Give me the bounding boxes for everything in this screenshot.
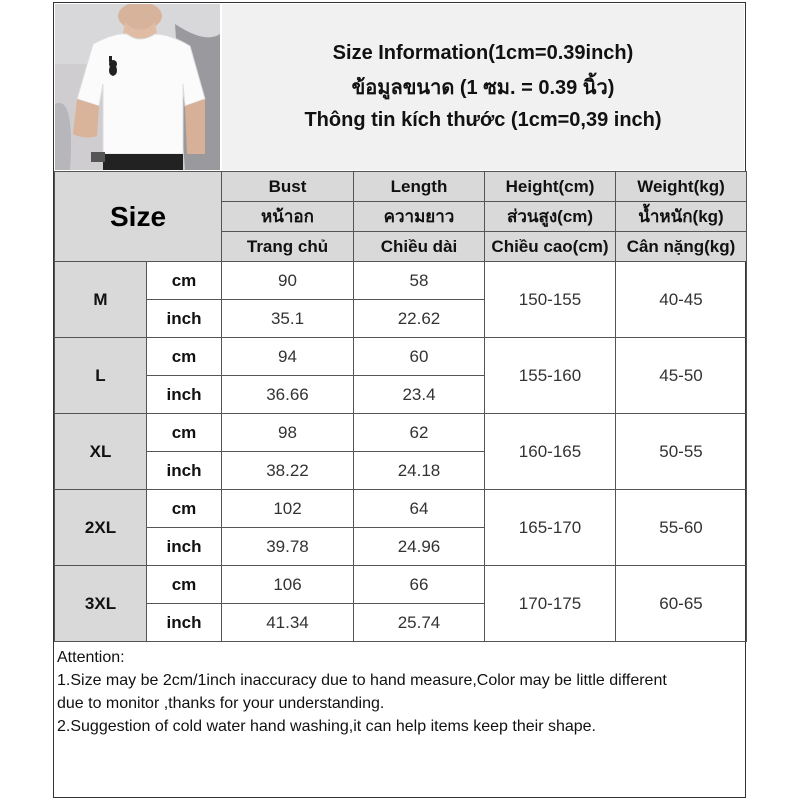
table-row bbox=[55, 490, 747, 528]
size-info-header bbox=[222, 4, 744, 170]
length-inch-value: 22.62 bbox=[354, 300, 485, 338]
length-cm-value: 64 bbox=[354, 490, 485, 528]
tshirt-model-image bbox=[55, 4, 220, 170]
bust-inch-value: 39.78 bbox=[222, 528, 354, 566]
notes-line: due to monitor ,thanks for your understanding. bbox=[57, 695, 385, 712]
bust-cm-value: 94 bbox=[222, 338, 354, 376]
weight-value: 40-45 bbox=[616, 262, 747, 338]
bust-inch-value: 38.22 bbox=[222, 452, 354, 490]
size-label: M bbox=[55, 262, 147, 338]
table-header-row bbox=[55, 172, 747, 202]
size-table bbox=[54, 171, 747, 642]
weight-value: 45-50 bbox=[616, 338, 747, 414]
weight-value: 50-55 bbox=[616, 414, 747, 490]
col-bust-th: หน้าอก bbox=[222, 202, 354, 232]
unit-inch: inch bbox=[147, 300, 222, 338]
bust-cm-value: 106 bbox=[222, 566, 354, 604]
col-height-vi: Chiều cao(cm) bbox=[485, 232, 616, 262]
col-weight-vi: Cân nặng(kg) bbox=[616, 232, 747, 262]
col-bust-en: Bust bbox=[222, 172, 354, 202]
unit-inch: inch bbox=[147, 528, 222, 566]
col-weight-th: น้ำหนัก(kg) bbox=[616, 202, 747, 232]
unit-cm: cm bbox=[147, 490, 222, 528]
unit-cm: cm bbox=[147, 566, 222, 604]
length-cm-value: 66 bbox=[354, 566, 485, 604]
length-inch-value: 25.74 bbox=[354, 604, 485, 642]
length-inch-value: 24.18 bbox=[354, 452, 485, 490]
product-photo bbox=[55, 4, 220, 170]
header-title-thai: ข้อมูลขนาด (1 ซม. = 0.39 นิ้ว) bbox=[351, 77, 615, 99]
col-bust-vi: Trang chủ bbox=[222, 232, 354, 262]
bust-inch-value: 41.34 bbox=[222, 604, 354, 642]
weight-value: 60-65 bbox=[616, 566, 747, 642]
unit-cm: cm bbox=[147, 338, 222, 376]
col-weight-en: Weight(kg) bbox=[616, 172, 747, 202]
col-height-th: ส่วนสูง(cm) bbox=[485, 202, 616, 232]
unit-inch: inch bbox=[147, 376, 222, 414]
bust-cm-value: 98 bbox=[222, 414, 354, 452]
height-value: 170-175 bbox=[485, 566, 616, 642]
header-title-english: Size Information(1cm=0.39inch) bbox=[332, 42, 634, 64]
size-label: 2XL bbox=[55, 490, 147, 566]
table-row bbox=[55, 414, 747, 452]
length-cm-value: 62 bbox=[354, 414, 485, 452]
table-row bbox=[55, 566, 747, 604]
unit-cm: cm bbox=[147, 262, 222, 300]
unit-inch: inch bbox=[147, 452, 222, 490]
notes-line: 1.Size may be 2cm/1inch inaccuracy due to hand measure,Color may be little different bbox=[57, 672, 667, 689]
length-cm-value: 60 bbox=[354, 338, 485, 376]
col-length-th: ความยาว bbox=[354, 202, 485, 232]
size-label: 3XL bbox=[55, 566, 147, 642]
size-label: XL bbox=[55, 414, 147, 490]
weight-value: 55-60 bbox=[616, 490, 747, 566]
height-value: 160-165 bbox=[485, 414, 616, 490]
header-title-vietnamese: Thông tin kích thước (1cm=0,39 inch) bbox=[304, 109, 662, 131]
table-row bbox=[55, 338, 747, 376]
bust-cm-value: 102 bbox=[222, 490, 354, 528]
col-height-en: Height(cm) bbox=[485, 172, 616, 202]
bust-inch-value: 35.1 bbox=[222, 300, 354, 338]
height-value: 165-170 bbox=[485, 490, 616, 566]
bust-cm-value: 90 bbox=[222, 262, 354, 300]
col-length-vi: Chiều dài bbox=[354, 232, 485, 262]
notes-title: Attention: bbox=[57, 649, 125, 666]
col-length-en: Length bbox=[354, 172, 485, 202]
bust-inch-value: 36.66 bbox=[222, 376, 354, 414]
size-column-header: Size bbox=[55, 172, 222, 262]
unit-cm: cm bbox=[147, 414, 222, 452]
size-label: L bbox=[55, 338, 147, 414]
attention-notes bbox=[57, 646, 745, 738]
length-inch-value: 24.96 bbox=[354, 528, 485, 566]
height-value: 155-160 bbox=[485, 338, 616, 414]
unit-inch: inch bbox=[147, 604, 222, 642]
table-row bbox=[55, 262, 747, 300]
height-value: 150-155 bbox=[485, 262, 616, 338]
length-inch-value: 23.4 bbox=[354, 376, 485, 414]
length-cm-value: 58 bbox=[354, 262, 485, 300]
notes-line: 2.Suggestion of cold water hand washing,it can help items keep their shape. bbox=[57, 718, 596, 735]
